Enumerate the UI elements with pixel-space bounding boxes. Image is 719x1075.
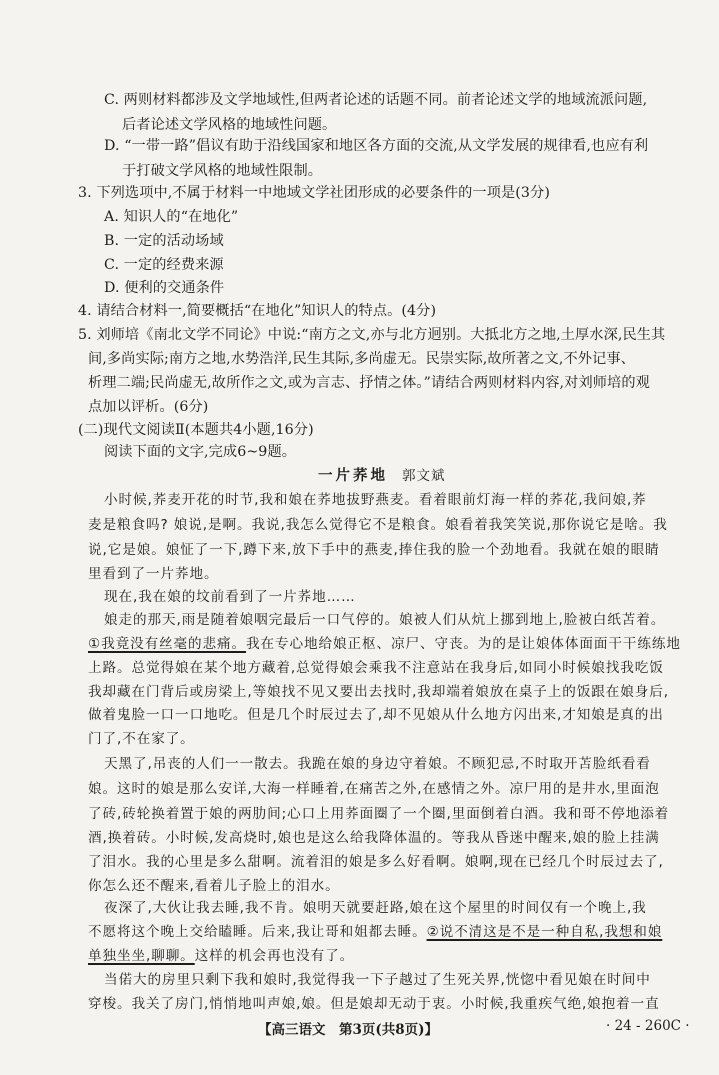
p1-line4: 里看到了一片荞地。	[88, 566, 219, 582]
question-3-option-d: D. 便利的交通条件	[104, 280, 225, 296]
p4-line2: 娘。这时的娘是那么安详,大海一样睡着,在痛苦之外,在感情之外。凉尸用的是井水,里面泡	[88, 781, 660, 797]
question-3-option-b: B. 一定的活动场域	[104, 233, 224, 249]
question-5-line1: 5. 刘师培《南北文学不同论》中说:“南方之文,亦与北方迥别。大抵北方之地,土厚水深,民生其	[78, 327, 666, 343]
question-3-stem: 3. 下列选项中,不属于材料一中地域文学社团形成的必要条件的一项是(3分)	[78, 185, 550, 201]
p3-line5: 做着鬼脸一口一口地吃。但是几个时辰过去了,却不见娘从什么地方闪出来,才知娘是真的出	[88, 707, 664, 723]
question-4: 4. 请结合材料一,简要概括“在地化”知识人的特点。(4分)	[78, 303, 437, 319]
p1-line3: 说,它是娘。娘怔了一下,蹲下来,放下手中的燕麦,捧住我的脸一个劲地看。我就在娘的眼睛	[88, 542, 660, 558]
p5-line3-rest: 这样的机会再也没有了。	[194, 948, 355, 964]
p5-line1: 夜深了,大伙让我去睡,我不肯。娘明天就要赶路,娘在这个屋里的时间仅有一个晚上,我	[104, 900, 647, 916]
underlined-sentence-2-cont: 单独坐坐,聊聊。	[88, 948, 195, 964]
p6-line2: 穿梭。我关了房门,悄悄地叫声娘,娘。但是娘却无动于衷。小时候,我重疾气绝,娘抱着一直	[88, 996, 660, 1012]
question-5-line3: 析理二端;民尚虚无,故所作之文,或为言志、抒情之体。”请结合两则材料内容,对刘师培的观	[88, 375, 650, 391]
question-5-line4: 点加以评析。(6分)	[88, 399, 209, 415]
section-2-instruction: 阅读下面的文字,完成6~9题。	[104, 444, 297, 460]
p4-line4: 酒,换着砖。小时候,发高烧时,娘也是这么给我降体温的。等我从昏迷中醒来,娘的脸上挂满	[88, 830, 660, 846]
p6-line1: 当偌大的房里只剩下我和娘时,我觉得我一下子越过了生死关界,恍惚中看见娘在时间中	[104, 972, 651, 988]
p3-line2-rest: 我在专心地给娘正枢、凉尸、守丧。为的是让娘体体面面干干练练地	[246, 636, 681, 652]
p3-line4: 我却藏在门背后或房梁上,等娘找不见又要出去找时,我却端着娘放在桌子上的饭跟在娘身后,	[88, 684, 669, 700]
option-c-line1: C. 两则材料都涉及文学地域性,但两者论述的话题不同。前者论述文学的地域流派问题,	[104, 92, 648, 108]
paper-code: · 24 - 260C ·	[606, 1018, 690, 1034]
p3-line3: 上路。总觉得娘在某个地方藏着,总觉得娘会乘我不注意站在我身后,如同小时候娘找我吃饭	[88, 660, 664, 676]
question-3-option-c: C. 一定的经费来源	[104, 257, 224, 273]
p1-line1: 小时候,荞麦开花的时节,我和娘在荞地拔野燕麦。看着眼前灯海一样的荞花,我问娘,荞	[104, 492, 647, 508]
option-d-line2: 于打破文学风格的地域性限制。	[122, 163, 323, 179]
passage-title: 一片荞地	[318, 468, 388, 484]
question-5-line2: 间,多尚实际;南方之地,水势浩洋,民生其际,多尚虚无。民崇实际,故所著之文,不外记事、	[88, 351, 635, 367]
question-3-option-a: A. 知识人的“在地化”	[104, 209, 239, 225]
option-d-line1: D. “一带一路”倡议有助于沿线国家和地区各方面的交流,从文学发展的规律看,也应有利	[104, 138, 649, 154]
passage-title-line	[318, 466, 446, 486]
p5-line3	[88, 946, 354, 966]
p5-line2-pre: 不愿将这个晚上交给瞌睡。后来,我让哥和姐都去睡。	[88, 924, 427, 940]
underlined-sentence-1: ①我竟没有丝毫的悲痛。	[88, 636, 247, 652]
p3-line2	[88, 634, 681, 654]
p4-line5: 了泪水。我的心里是多么甜啊。流着泪的娘是多么好看啊。娘啊,现在已经几个时辰过去了,	[88, 854, 664, 870]
p4-line6: 你怎么还不醒来,看着儿子脸上的泪水。	[88, 878, 340, 894]
p2-line1: 现在,我在娘的坟前看到了一片荞地……	[104, 589, 356, 605]
p5-line2	[88, 922, 662, 942]
p4-line1: 天黑了,吊丧的人们一一散去。我跪在娘的身边守着娘。不顾犯忌,不时取开苫脸纸看看	[104, 756, 651, 772]
underlined-sentence-2: ②说不清这是不是一种自私,我想和娘	[426, 924, 663, 940]
passage-author: 郭文斌	[402, 468, 446, 484]
p1-line2: 麦是粮食吗? 娘说,是啊。我说,我怎么觉得它不是粮食。娘看着我笑笑说,那你说它是啥。我	[88, 517, 668, 533]
page-footer-label: 【高三语文 第3页(共8页)】	[258, 1022, 439, 1038]
p3-line1: 娘走的那天,雨是随着娘咽完最后一口气停的。娘被人们从炕上挪到地上,脸被白纸苫着。	[104, 612, 666, 628]
option-c-line2: 后者论述文学风格的地域性问题。	[122, 117, 337, 133]
p3-line6: 门了,不在家了。	[88, 731, 195, 747]
p4-line3: 了砖,砖轮换着置于娘的两肋间;心口上用荞面圈了一个圈,里面倒着白酒。我和哥不停地添着	[88, 806, 670, 822]
section-2-header: (二)现代文阅读Ⅱ(本题共4小题,16分)	[78, 422, 314, 438]
